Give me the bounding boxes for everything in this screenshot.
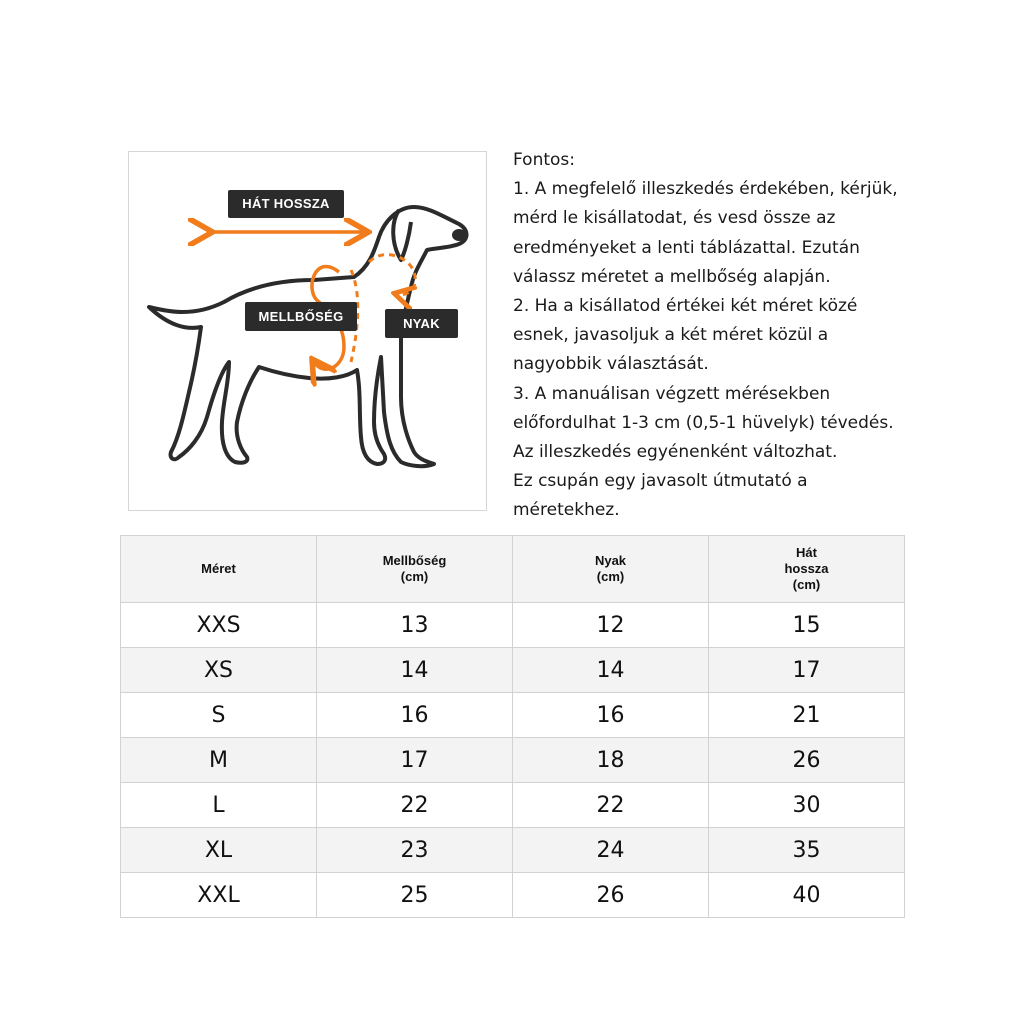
cell-size: XL bbox=[121, 828, 317, 873]
chest-label: MELLBŐSÉG bbox=[245, 302, 357, 331]
fitting-notes bbox=[513, 146, 913, 526]
header-back-length: Hát hossza (cm) bbox=[709, 536, 905, 603]
notes-line: 1. A megfelelő illeszkedés érdekében, kérjük, bbox=[513, 179, 898, 200]
cell-back-length: 26 bbox=[709, 738, 905, 783]
cell-chest: 13 bbox=[317, 603, 513, 648]
cell-chest: 25 bbox=[317, 873, 513, 918]
cell-back-length: 40 bbox=[709, 873, 905, 918]
cell-back-length: 35 bbox=[709, 828, 905, 873]
cell-neck: 18 bbox=[513, 738, 709, 783]
cell-back-length: 21 bbox=[709, 693, 905, 738]
table-row bbox=[121, 873, 905, 918]
neck-label: NYAK bbox=[385, 309, 458, 338]
notes-line: válassz méretet a mellbőség alapján. bbox=[513, 266, 831, 287]
cell-chest: 17 bbox=[317, 738, 513, 783]
notes-line: méretekhez. bbox=[513, 500, 620, 521]
dog-measurement-diagram bbox=[128, 151, 487, 511]
cell-back-length: 30 bbox=[709, 783, 905, 828]
cell-neck: 14 bbox=[513, 648, 709, 693]
cell-size: L bbox=[121, 783, 317, 828]
dog-ear bbox=[393, 210, 411, 260]
header-chest: Mellbőség (cm) bbox=[317, 536, 513, 603]
table-row bbox=[121, 738, 905, 783]
table-row bbox=[121, 603, 905, 648]
header-neck: Nyak (cm) bbox=[513, 536, 709, 603]
cell-neck: 24 bbox=[513, 828, 709, 873]
cell-chest: 22 bbox=[317, 783, 513, 828]
notes-line: Ez csupán egy javasolt útmutató a bbox=[513, 471, 808, 492]
cell-size: XS bbox=[121, 648, 317, 693]
back-length-label: HÁT HOSSZA bbox=[228, 190, 344, 218]
notes-line: nagyobbik választását. bbox=[513, 354, 709, 375]
dog-nose bbox=[452, 229, 466, 241]
notes-line: előfordulhat 1-3 cm (0,5-1 hüvelyk) tévedés. bbox=[513, 412, 894, 433]
cell-chest: 23 bbox=[317, 828, 513, 873]
table-row bbox=[121, 828, 905, 873]
cell-neck: 22 bbox=[513, 783, 709, 828]
cell-size: S bbox=[121, 693, 317, 738]
notes-line: 2. Ha a kisállatod értékei két méret közé bbox=[513, 296, 858, 317]
cell-size: XXL bbox=[121, 873, 317, 918]
cell-chest: 14 bbox=[317, 648, 513, 693]
notes-line: eredményeket a lenti táblázattal. Ezután bbox=[513, 237, 860, 258]
notes-line: Fontos: bbox=[513, 150, 575, 170]
header-size: Méret bbox=[121, 536, 317, 603]
notes-line: mérd le kisállatodat, és vesd össze az bbox=[513, 208, 836, 229]
cell-chest: 16 bbox=[317, 693, 513, 738]
table-row bbox=[121, 783, 905, 828]
cell-size: XXS bbox=[121, 603, 317, 648]
size-chart-table bbox=[120, 535, 905, 918]
cell-back-length: 17 bbox=[709, 648, 905, 693]
notes-line: Az illeszkedés egyénenként változhat. bbox=[513, 442, 838, 463]
neck-arrow bbox=[369, 255, 415, 295]
table-header-row bbox=[121, 536, 905, 603]
cell-size: M bbox=[121, 738, 317, 783]
cell-back-length: 15 bbox=[709, 603, 905, 648]
notes-line: esnek, javasoljuk a két méret közül a bbox=[513, 325, 829, 346]
cell-neck: 12 bbox=[513, 603, 709, 648]
notes-line: 3. A manuálisan végzett mérésekben bbox=[513, 383, 831, 404]
cell-neck: 26 bbox=[513, 873, 709, 918]
cell-neck: 16 bbox=[513, 693, 709, 738]
table-row bbox=[121, 693, 905, 738]
table-row bbox=[121, 648, 905, 693]
